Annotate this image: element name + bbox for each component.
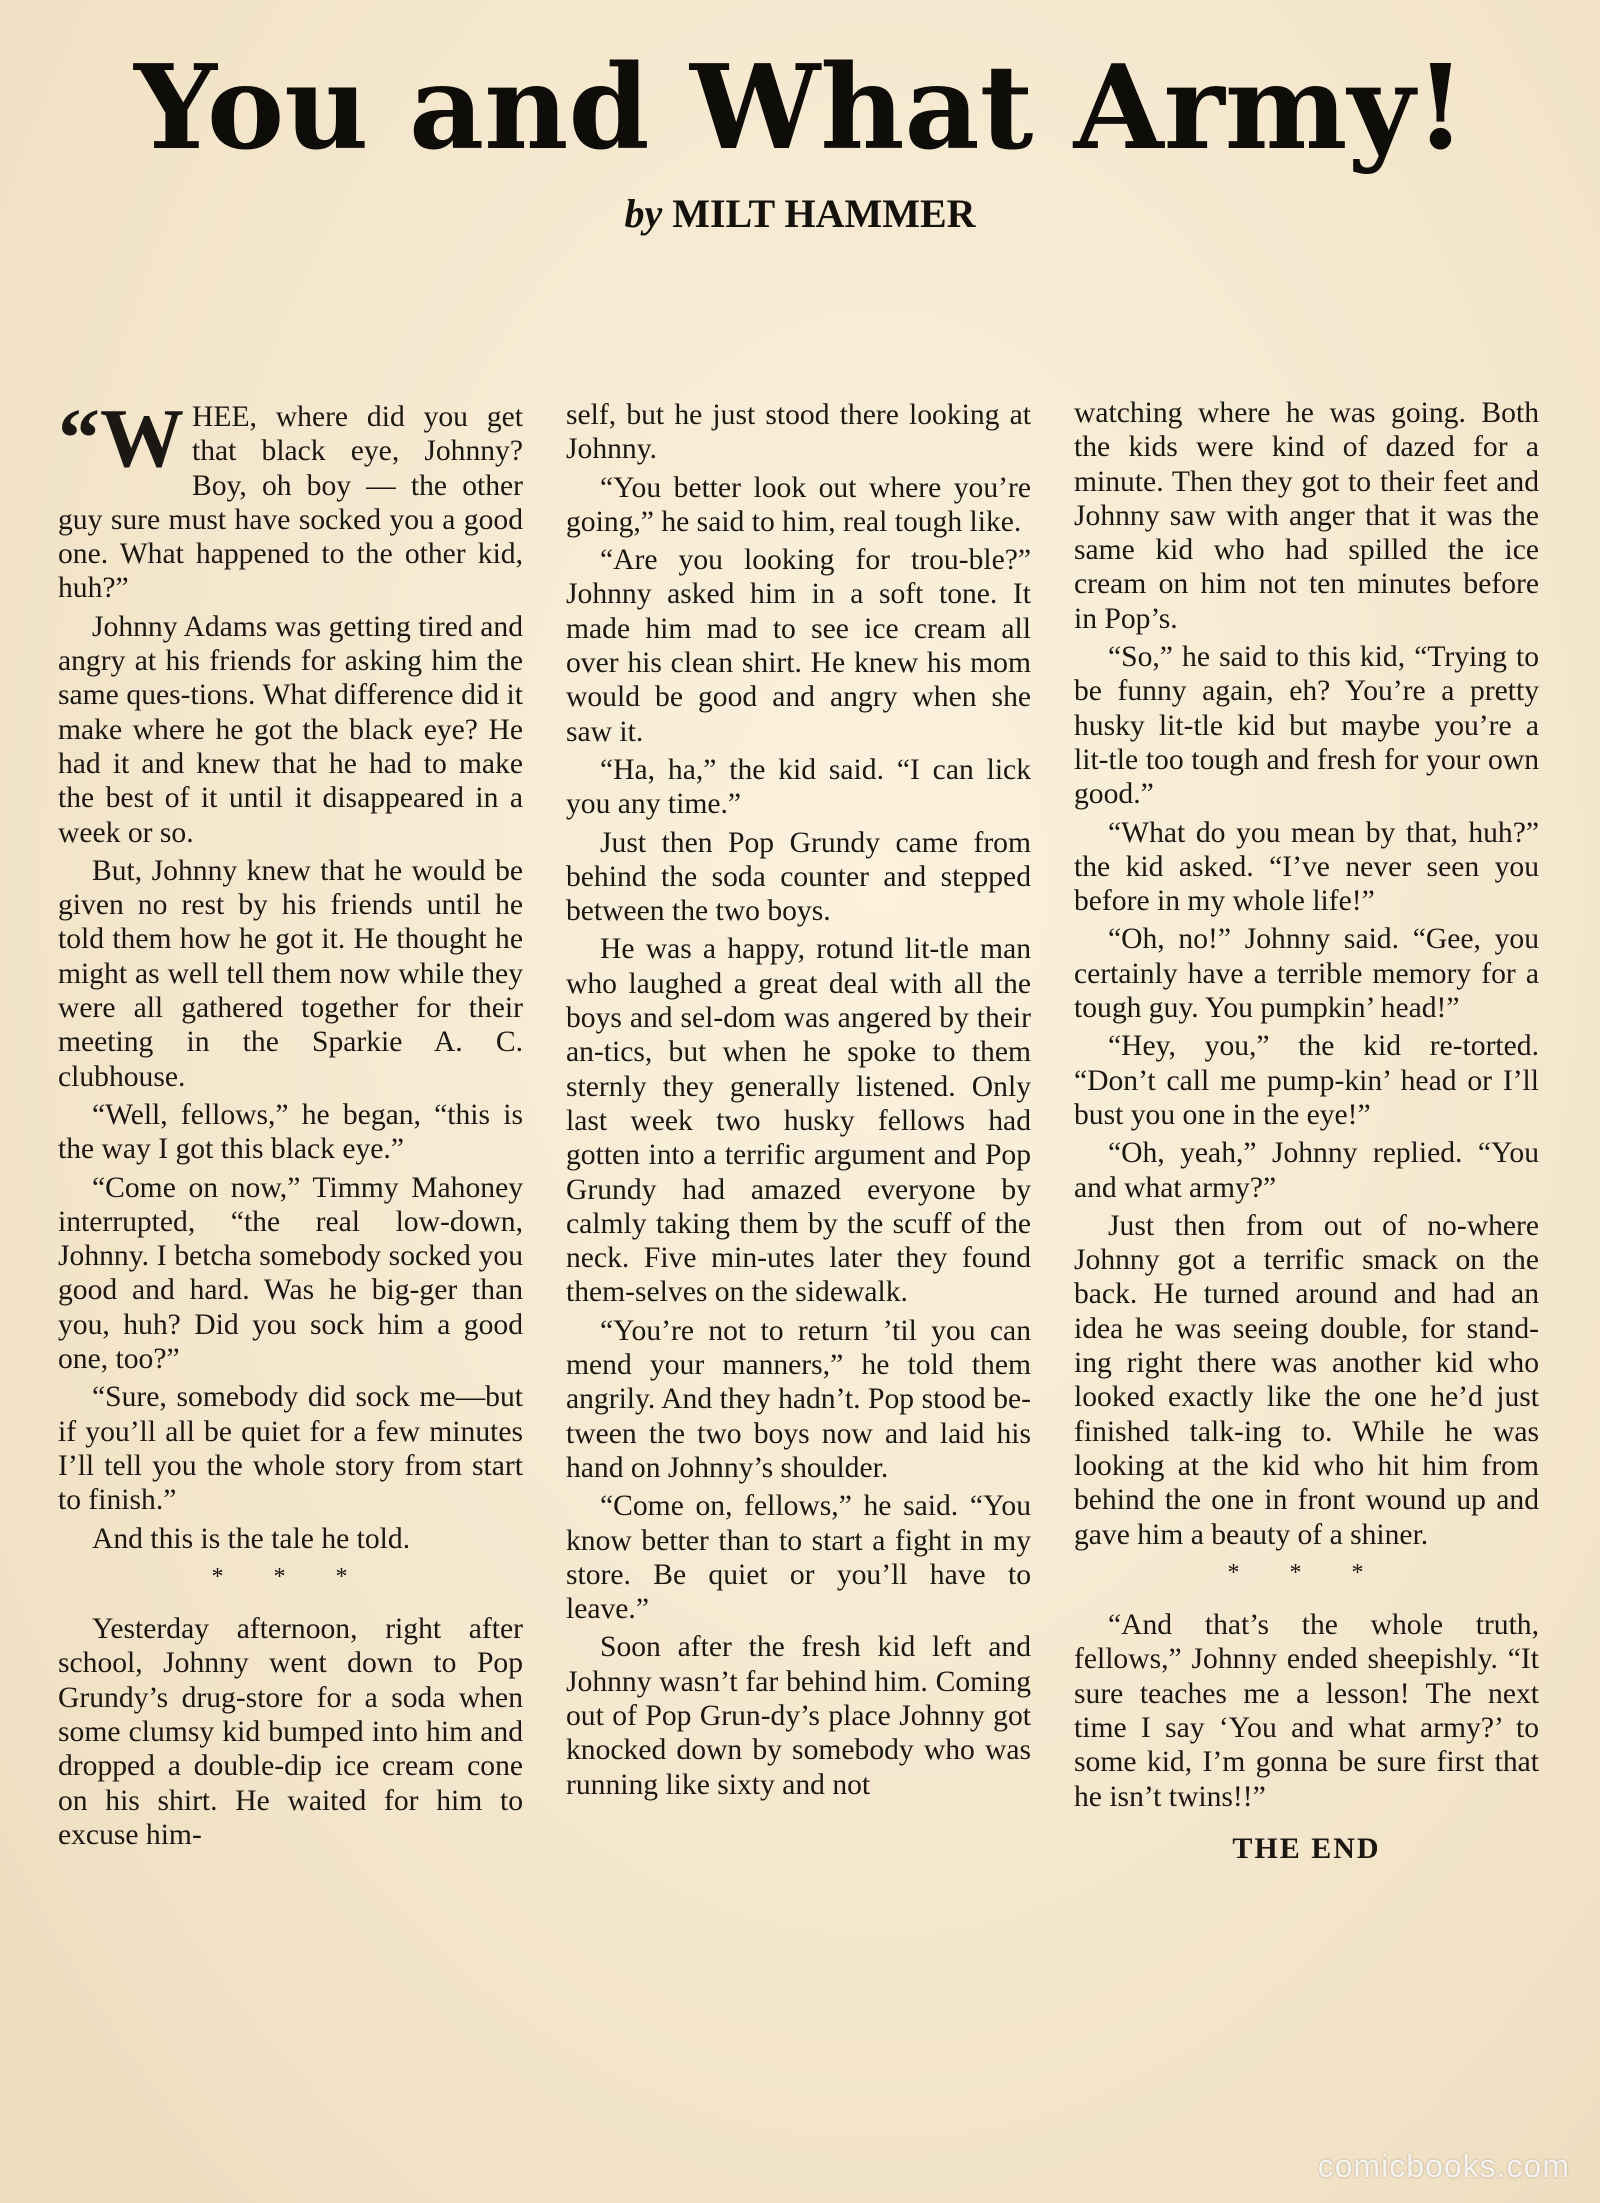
paragraph: “Oh, yeah,” Johnny replied. “You and what army?” [1074, 1137, 1539, 1204]
section-break: * * * [211, 1563, 370, 1590]
paragraph: He was a happy, rotund lit-tle man who laughed a great deal with all the boys and sel-dom was angered by their an-tics, but when he spoke to them sternly they generally listened. Only last week two husky fellows had gotten into a terrific argument and Pop Grundy had amazed everyone by calmly taking them by the scuff of the neck. Five min-utes later they found them-selves on the sidewalk. [566, 933, 1031, 1309]
paragraph: “Are you looking for trou-ble?” Johnny asked him in a soft tone. It made him mad to see ice cream all over his clean shirt. He knew his mom would be good and angry when she saw it. [566, 544, 1031, 748]
paragraph: “And that’s the whole truth, fellows,” Johnny ended sheepishly. “It sure teaches me a lesson! The next time I say ‘You and what army?’ to some kid, I’m gonna be sure first that he isn’t twins!!” [1074, 1609, 1539, 1813]
story-title: You and What Army! [134, 40, 1466, 176]
the-end-label: THE END [1232, 1831, 1381, 1865]
paragraph: But, Johnny knew that he would be given no rest by his friends until he told them how he got it. He thought he might as well tell them now while they were all gathered together for their meeting in the Sparkie A. C. clubhouse. [58, 854, 523, 1093]
paragraph: Yesterday afternoon, right after school, Johnny went down to Pop Grundy’s drug-store for a soda when some clumsy kid bumped into him and dropped a double-dip ice cream cone on his shirt. He waited for him to excuse him- [58, 1613, 523, 1851]
text-column-1 [58, 392, 523, 1856]
paragraph: “W HEE, where did you get that black eye, Johnny? Boy, oh boy — the other guy sure must have socked you a good one. What happened to the other kid, huh?” [58, 392, 523, 605]
paragraph: “So,” he said to this kid, “Trying to be funny again, eh? You’re a pretty husky lit-tle kid but maybe you’re a lit-tle too tough and fresh for your own good.” [1074, 641, 1539, 811]
byline [0, 190, 1600, 237]
paragraph: Just then from out of no-where Johnny got a terrific smack on the back. He turned around and had an idea he was seeing double, for stand-ing right there was another kid who looked exactly like the one he’d just finished talk-ing to. While he was looking at the kid who hit him from behind the one in front wound up and gave him a beauty of a shiner. [1074, 1209, 1539, 1551]
paragraph: “You’re not to return ’til you can mend your manners,” he told them angrily. And they hadn’t. Pop stood be-tween the two boys now and laid his hand on Johnny’s shoulder. [566, 1314, 1031, 1484]
text-column-2 [566, 398, 1031, 1806]
byline-author: MILT HAMMER [672, 191, 976, 236]
section-break: * * * [1227, 1559, 1386, 1586]
paragraph: “Oh, no!” Johnny said. “Gee, you certainly have a terrible memory for a tough guy. You pumpkin’ head!” [1074, 923, 1539, 1025]
paragraph: self, but he just stood there looking at Johnny. [566, 399, 1031, 466]
byline-by: by [624, 191, 663, 236]
paragraph: Soon after the fresh kid left and Johnny wasn’t far behind him. Coming out of Pop Grun-dy’s place Johnny got knocked down by somebody who was running like sixty and not [566, 1631, 1031, 1801]
text-column-3 [1074, 396, 1539, 1866]
paragraph: Johnny Adams was getting tired and angry at his friends for asking him the same ques-tions. What difference did it make where he got the black eye? He had it and knew that he had to make the best of it until it disappeared in a week or so. [58, 610, 523, 849]
paragraph: “Hey, you,” the kid re-torted. “Don’t call me pump-kin’ head or I’ll bust you one in the eye!” [1074, 1030, 1539, 1131]
paragraph: “You better look out where you’re going,” he said to him, real tough like. [566, 471, 1031, 538]
paragraph: “What do you mean by that, huh?” the kid asked. “I’ve never seen you before in my whole life!” [1074, 816, 1539, 918]
paragraph: “Sure, somebody did sock me—but if you’ll all be quiet for a few minutes I’ll tell you the whole story from start to finish.” [58, 1381, 523, 1517]
paragraph: “Come on, fellows,” he said. “You know better than to start a fight in my store. Be quiet or you’ll have to leave.” [566, 1490, 1031, 1626]
drop-cap: “W [58, 392, 184, 485]
paragraph: watching where he was going. Both the kids were kind of dazed for a minute. Then they got to their feet and Johnny saw with anger that it was the same kid who had spilled the ice cream on him not ten minutes before in Pop’s. [1074, 397, 1539, 635]
paragraph: And this is the tale he told. [92, 1522, 411, 1555]
paragraph: “Well, fellows,” he began, “this is the way I got this black eye.” [58, 1098, 523, 1166]
paragraph: “Come on now,” Timmy Mahoney interrupted, “the real low-down, Johnny. I betcha somebody socked you good and hard. Was he big-ger than you, huh? Did you sock him a good one, too?” [58, 1171, 523, 1376]
paragraph: Just then Pop Grundy came from behind the soda counter and stepped between the two boys. [566, 826, 1031, 928]
watermark: comicbooks.com [1317, 2148, 1570, 2184]
paragraph: “Ha, ha,” the kid said. “I can lick you any time.” [566, 753, 1031, 821]
